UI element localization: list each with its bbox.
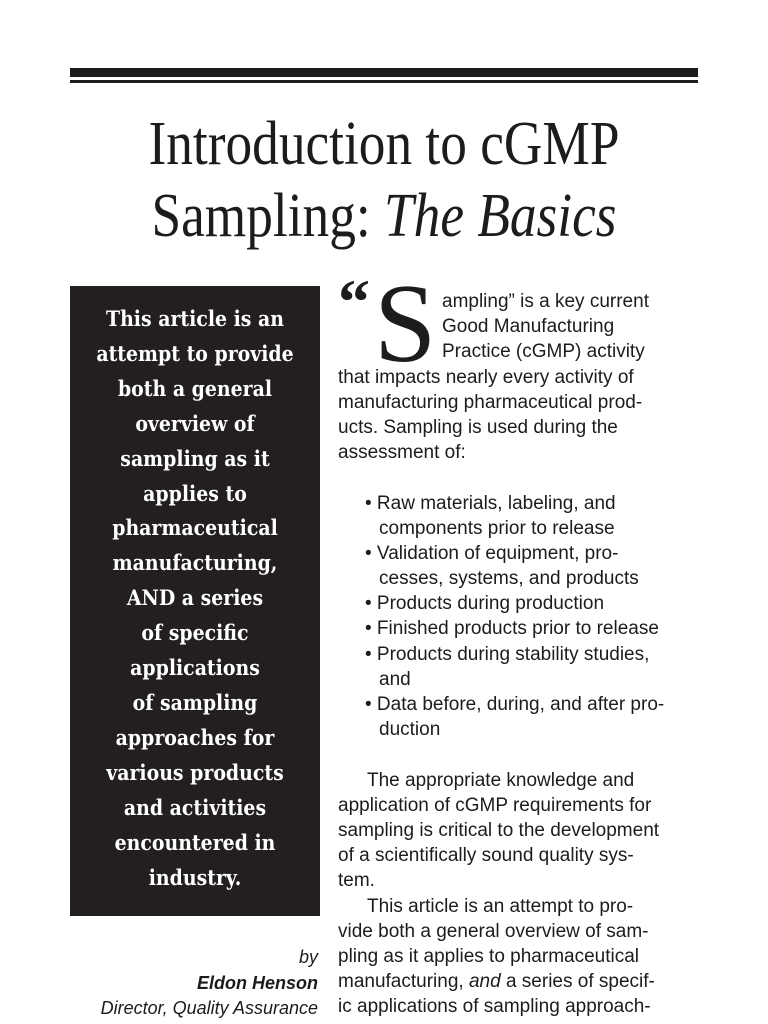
bullet-line: components prior to release xyxy=(379,517,615,539)
body-line: that impacts nearly every activity of xyxy=(338,366,634,388)
abstract-line: various products xyxy=(106,759,284,785)
body-text: manufacturing, xyxy=(338,971,469,993)
bullet-line: • Data before, during, and after pro- xyxy=(365,694,665,715)
body-line: The appropriate knowledge and xyxy=(367,769,635,791)
abstract-line: of sampling xyxy=(132,689,258,715)
bullet-item xyxy=(338,642,700,692)
body-line: assessment of: xyxy=(338,442,466,464)
bullet-item xyxy=(338,692,700,742)
drop-cap-quote: “ xyxy=(338,266,370,337)
abstract-line: encountered in xyxy=(114,829,276,855)
abstract-line: approaches for xyxy=(115,724,275,750)
body-line: manufacturing pharmaceutical prod- xyxy=(338,391,643,413)
paragraph-gap xyxy=(338,742,700,767)
body-line xyxy=(338,969,700,994)
body-line: of a scientifically sound quality sys- xyxy=(338,845,634,867)
abstract-line: of specific xyxy=(141,620,249,646)
header-rule-thick xyxy=(70,68,698,77)
title-line-1: Introduction to cGMP xyxy=(148,110,620,178)
abstract-line: manufacturing, xyxy=(112,550,278,576)
bullet-line: and xyxy=(379,668,411,690)
article-body xyxy=(338,289,700,1019)
byline xyxy=(40,945,318,1022)
body-line: This article is an attempt to pro- xyxy=(367,895,634,917)
bullet-list xyxy=(338,491,700,743)
abstract-line: pharmaceutical xyxy=(112,515,278,541)
bullet-line: • Products during production xyxy=(365,593,605,615)
body-line: sampling is critical to the development xyxy=(338,819,660,841)
bullet-line: • Products during stability studies, xyxy=(365,643,650,665)
bullet-item xyxy=(338,616,700,641)
abstract-text xyxy=(83,302,308,895)
body-line: ampling” is a key current xyxy=(442,291,649,312)
body-line: application of cGMP requirements for xyxy=(338,794,652,816)
bullet-line: cesses, systems, and products xyxy=(379,568,639,590)
body-line: ic applications of sampling approach- xyxy=(338,996,651,1018)
abstract-line: attempt to provide xyxy=(96,340,294,366)
abstract-line: sampling as it xyxy=(120,445,270,471)
abstract-line: applies to xyxy=(143,480,247,506)
body-line: tem. xyxy=(338,870,375,892)
title-line-2-plain: Sampling: xyxy=(151,182,385,250)
article-title xyxy=(88,108,680,252)
bullet-line: • Raw materials, labeling, and xyxy=(365,492,616,514)
byline-author: Eldon Henson xyxy=(197,972,318,993)
bullet-line: • Validation of equipment, pro- xyxy=(365,542,619,564)
abstract-line: overview of xyxy=(135,410,255,436)
drop-cap-letter: S xyxy=(374,262,437,386)
body-line: Practice (cGMP) activity xyxy=(442,341,645,363)
body-line: ucts. Sampling is used during the xyxy=(338,416,618,438)
abstract-line: and activities xyxy=(123,794,267,820)
abstract-line: This article is an xyxy=(105,306,285,331)
paragraph-gap xyxy=(338,465,700,490)
abstract-line: applications xyxy=(130,655,260,681)
bullet-item xyxy=(338,491,700,541)
bullet-item xyxy=(338,541,700,591)
abstract-line: industry. xyxy=(148,864,242,890)
body-line: vide both a general overview of sam- xyxy=(338,920,649,942)
bullet-line: • Finished products prior to release xyxy=(365,618,659,640)
byline-role: Director, Quality Assurance xyxy=(100,998,318,1018)
bullet-item xyxy=(338,591,700,616)
body-line: Good Manufacturing xyxy=(442,316,615,338)
body-line: pling as it applies to pharmaceutical xyxy=(338,945,640,967)
header-rule-thin xyxy=(70,80,698,83)
body-emphasis: and xyxy=(468,971,501,993)
byline-by: by xyxy=(298,947,318,967)
title-line-2 xyxy=(88,180,680,252)
title-line-2-italic: The Basics xyxy=(384,182,617,250)
abstract-box xyxy=(70,286,320,916)
bullet-line: duction xyxy=(379,719,441,741)
body-text: a series of specif- xyxy=(500,971,655,993)
abstract-line: both a general xyxy=(117,375,273,401)
abstract-line: AND a series xyxy=(126,585,264,611)
